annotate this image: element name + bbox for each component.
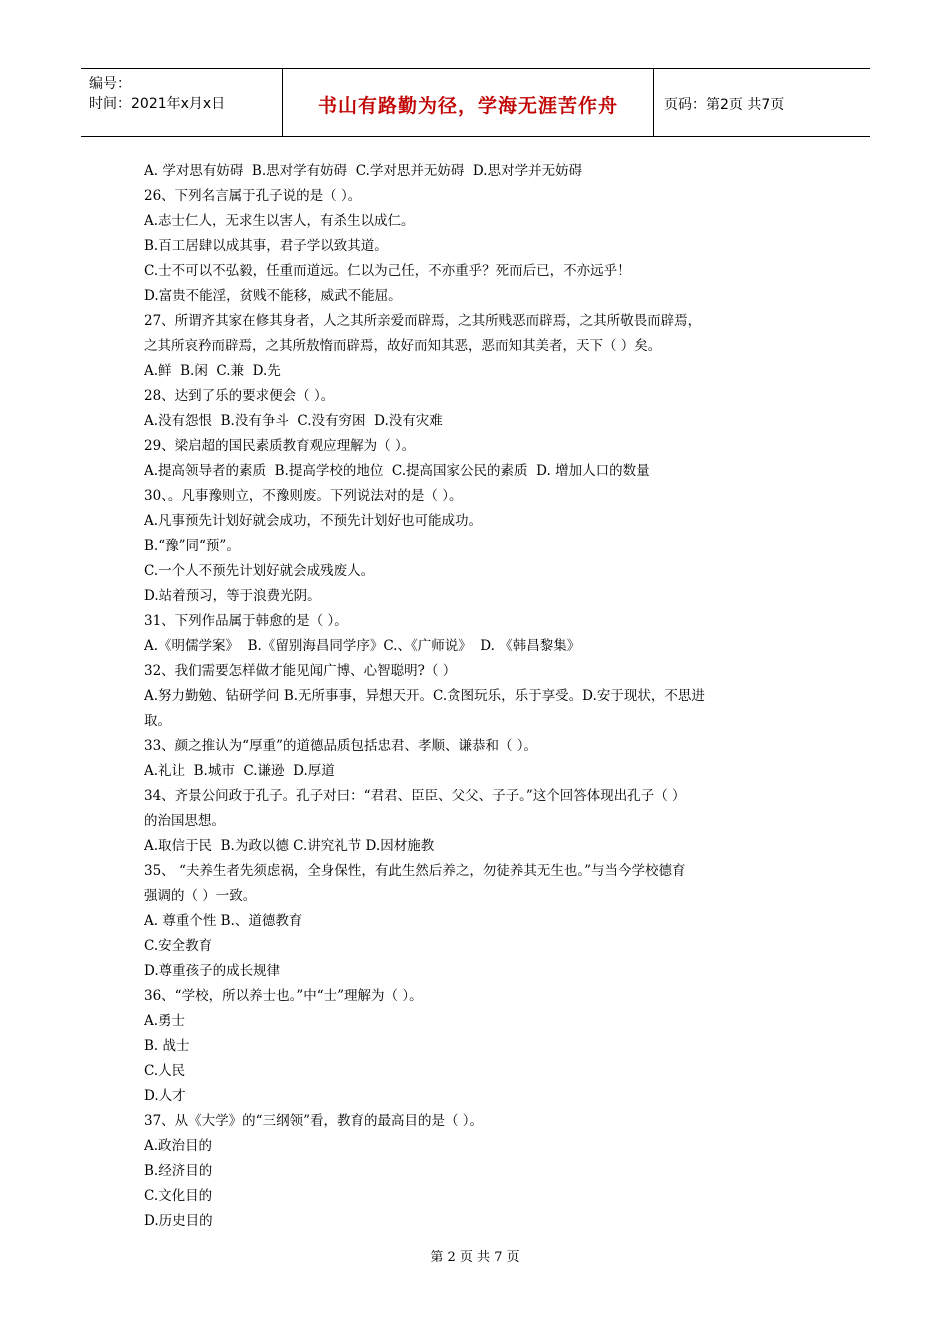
text-line: C.士不可以不弘毅，任重而道远。仁以为己任，不亦重乎？死而后已，不亦远乎！ bbox=[144, 263, 631, 279]
text-line: 27、所谓齐其家在修其身者，人之其所亲爱而辟焉，之其所贱恶而辟焉，之其所敬畏而辟焉， bbox=[144, 313, 702, 329]
text-line: D.尊重孩子的成长规律 bbox=[144, 963, 281, 979]
time-label: 时间：2021年x月x日 bbox=[89, 96, 226, 112]
page-footer: 第 2 页 共 7 页 bbox=[430, 1250, 520, 1265]
text-line: D.站着预习，等于浪费光阴。 bbox=[144, 588, 321, 604]
text-line: A.取信于民 B.为政以德 C.讲究礼节 D.因材施教 bbox=[144, 838, 435, 854]
header-meta-cell bbox=[81, 69, 283, 136]
text-line: 37、从《大学》的“三纲领”看，教育的最高目的是（ ）。 bbox=[144, 1113, 484, 1129]
text-line: D.人才 bbox=[144, 1088, 186, 1104]
text-line: 取。 bbox=[144, 713, 171, 729]
text-line: 32、我们需要怎样做才能见闻广博、心智聪明?（ ） bbox=[144, 663, 457, 679]
text-line: A.努力勤勉、钻研学问 B.无所事事，异想天开。C.贪图玩乐，乐于享受。D.安于现状，不思进 bbox=[144, 688, 705, 704]
text-line: C.一个人不预先计划好就会成残废人。 bbox=[144, 563, 375, 579]
text-line: 的治国思想。 bbox=[144, 813, 225, 829]
text-line: A. 学对思有妨碍 B.思对学有妨碍 C.学对思并无妨碍 D.思对学并无妨碍 bbox=[144, 163, 583, 179]
document-header bbox=[81, 68, 870, 137]
text-line: A.志士仁人，无求生以害人，有杀生以成仁。 bbox=[144, 213, 415, 229]
text-line: 34、齐景公问政于孔子。孔子对曰：“君君、臣臣、父父、子子。”这个回答体现出孔子（ ） bbox=[144, 788, 686, 804]
text-line: A.鲜 B.闲 C.兼 D.先 bbox=[144, 363, 281, 379]
text-line: 29、梁启超的国民素质教育观应理解为（ ）。 bbox=[144, 438, 416, 454]
text-line: A.提高领导者的素质 B.提高学校的地位 C.提高国家公民的素质 D. 增加人口的数量 bbox=[144, 463, 650, 479]
text-line: B.“豫”同“预”。 bbox=[144, 538, 240, 554]
page-info: 页码：第2页 共7页 bbox=[664, 97, 785, 113]
text-line: B.经济目的 bbox=[144, 1163, 213, 1179]
text-line: 强调的（ ）一致。 bbox=[144, 888, 257, 904]
text-line: 33、颜之推认为“厚重”的道德品质包括忠君、孝顺、谦恭和（ ）。 bbox=[144, 738, 538, 754]
header-page-cell bbox=[654, 69, 870, 136]
text-line: C.文化目的 bbox=[144, 1188, 213, 1204]
text-line: 26、下列名言属于孔子说的是（ ）。 bbox=[144, 188, 362, 204]
text-line: 36、“学校，所以养士也。”中“士”理解为（ ）。 bbox=[144, 988, 423, 1004]
text-line: D.历史目的 bbox=[144, 1213, 213, 1229]
text-line: A.《明儒学案》 B.《留别海昌同学序》C.、《广师说》 D. 《韩昌黎集》 bbox=[144, 638, 581, 654]
motto: 书山有路勤为径，学海无涯苦作舟 bbox=[317, 95, 618, 117]
text-line: A.政治目的 bbox=[144, 1138, 213, 1154]
text-line: 35、 “夫养生者先须虑祸，全身保性，有此生然后养之，勿徒养其无生也。”与当今学校德育 bbox=[144, 863, 686, 879]
code-label: 编号： bbox=[89, 76, 131, 92]
text-line: A. 尊重个性 B.、道德教育 bbox=[144, 913, 303, 929]
text-line: 28、达到了乐的要求便会（ ）。 bbox=[144, 388, 335, 404]
text-line: 30、。凡事豫则立，不豫则废。下列说法对的是（ ）。 bbox=[144, 488, 463, 504]
text-line: 之其所哀矜而辟焉，之其所敖惰而辟焉，故好而知其恶，恶而知其美者，天下（ ）矣。 bbox=[144, 338, 662, 354]
text-line: B.百工居肆以成其事，君子学以致其道。 bbox=[144, 238, 388, 254]
text-line: B. 战士 bbox=[144, 1038, 190, 1054]
text-line: C.人民 bbox=[144, 1063, 186, 1079]
header-motto-cell bbox=[283, 69, 654, 136]
text-line: 31、下列作品属于韩愈的是（ ）。 bbox=[144, 613, 348, 629]
question-content bbox=[144, 159, 824, 1234]
text-line: A.勇士 bbox=[144, 1013, 186, 1029]
text-line: D.富贵不能淫，贫贱不能移，威武不能屈。 bbox=[144, 288, 402, 304]
text-line: A.没有怨恨 B.没有争斗 C.没有穷困 D.没有灾难 bbox=[144, 413, 443, 429]
text-line: A.凡事预先计划好就会成功，不预先计划好也可能成功。 bbox=[144, 513, 483, 529]
text-line: C.安全教育 bbox=[144, 938, 213, 954]
text-line: A.礼让 B.城市 C.谦逊 D.厚道 bbox=[144, 763, 335, 779]
